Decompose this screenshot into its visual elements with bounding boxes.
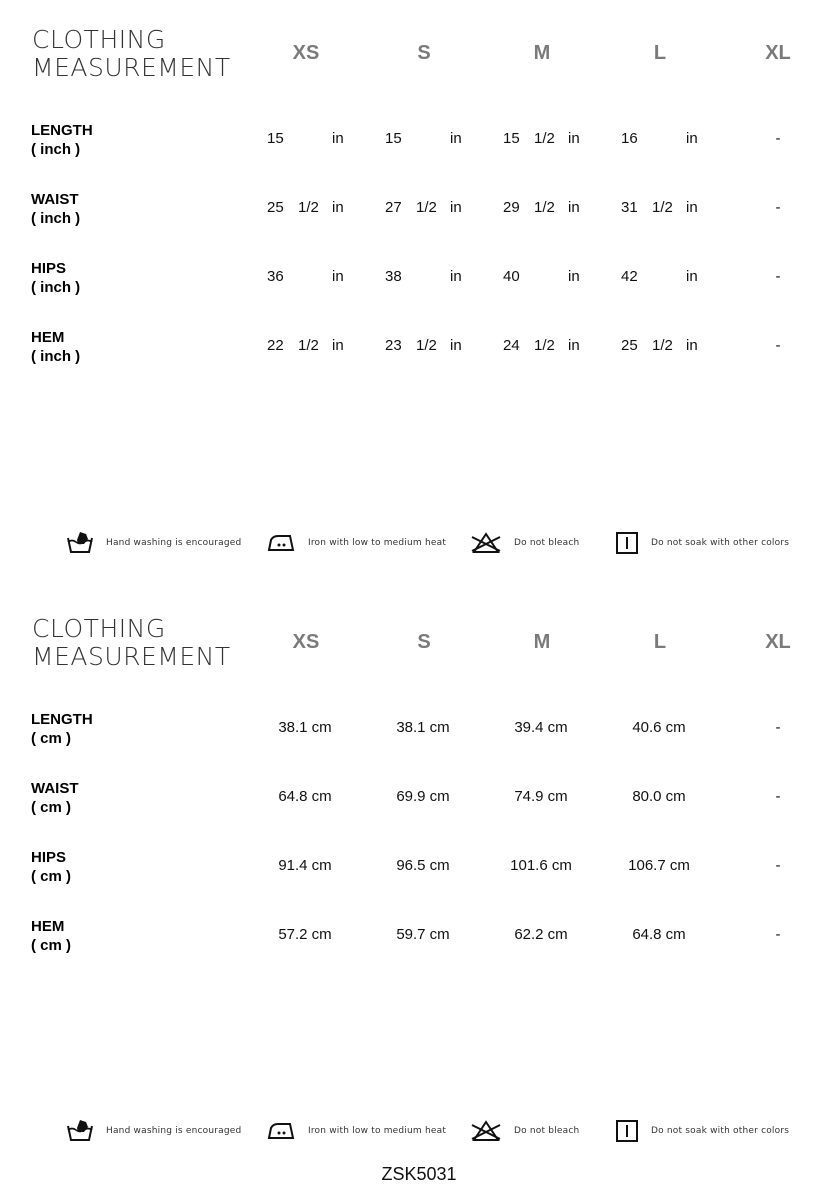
row-label bbox=[31, 259, 80, 297]
row-label bbox=[31, 779, 79, 817]
value-unit: in bbox=[568, 268, 580, 285]
size-header-m: M bbox=[533, 631, 551, 653]
value-unit: in bbox=[568, 130, 580, 147]
iron-icon bbox=[266, 532, 296, 554]
measure-name: HIPS bbox=[31, 849, 67, 866]
value-xl: - bbox=[775, 857, 781, 874]
section-title bbox=[32, 26, 231, 82]
value-cm: 62.2 cm bbox=[514, 926, 568, 943]
value-fraction: 1/2 bbox=[416, 199, 437, 216]
size-header-xl: XL bbox=[765, 631, 791, 653]
size-header-xs: XS bbox=[292, 42, 320, 64]
value-cm: 39.4 cm bbox=[514, 719, 568, 736]
value-fraction: 1/2 bbox=[298, 199, 319, 216]
hand-wash-icon bbox=[66, 1118, 94, 1144]
value-cm: 74.9 cm bbox=[514, 788, 568, 805]
care-item-hand-wash bbox=[66, 528, 241, 558]
value-unit: in bbox=[450, 199, 462, 216]
measure-unit: ( inch ) bbox=[31, 279, 81, 296]
title-line-2: MEASUREMENT bbox=[32, 642, 231, 671]
title-line-1: CLOTHING bbox=[32, 614, 166, 643]
care-instructions bbox=[0, 1116, 838, 1146]
value-unit: in bbox=[332, 337, 344, 354]
value-cm: 101.6 cm bbox=[510, 857, 572, 874]
value-cm: 64.8 cm bbox=[278, 788, 332, 805]
no-bleach-icon bbox=[470, 531, 502, 555]
value-whole: 15 bbox=[503, 130, 520, 147]
value-whole: 31 bbox=[621, 199, 638, 216]
value-xl: - bbox=[775, 788, 781, 805]
row-label bbox=[31, 190, 80, 228]
care-text: Iron with low to medium heat bbox=[308, 1126, 447, 1136]
value-unit: in bbox=[568, 337, 580, 354]
care-text: Hand washing is encouraged bbox=[106, 538, 242, 548]
measure-unit: ( cm ) bbox=[31, 799, 72, 816]
size-header-s: S bbox=[417, 631, 431, 653]
value-whole: 15 bbox=[385, 130, 402, 147]
value-cm: 64.8 cm bbox=[632, 926, 686, 943]
value-unit: in bbox=[332, 130, 344, 147]
value-whole: 25 bbox=[267, 199, 284, 216]
value-fraction: 1/2 bbox=[416, 337, 437, 354]
value-cm: 91.4 cm bbox=[278, 857, 332, 874]
value-xl: - bbox=[775, 268, 781, 285]
value-whole: 29 bbox=[503, 199, 520, 216]
measure-name: LENGTH bbox=[31, 711, 93, 728]
row-label bbox=[31, 328, 80, 366]
value-xl: - bbox=[775, 337, 781, 354]
value-whole: 36 bbox=[267, 268, 284, 285]
inch-measurement-section bbox=[0, 0, 838, 520]
value-unit: in bbox=[686, 337, 698, 354]
value-unit: in bbox=[332, 199, 344, 216]
value-xl: - bbox=[775, 130, 781, 147]
care-text: Iron with low to medium heat bbox=[308, 538, 447, 548]
measure-unit: ( cm ) bbox=[31, 868, 72, 885]
care-item-no-bleach bbox=[470, 528, 579, 558]
size-header-m: M bbox=[533, 42, 551, 64]
size-header-l: L bbox=[653, 631, 667, 653]
care-text: Do not soak with other colors bbox=[651, 1126, 790, 1136]
value-whole: 24 bbox=[503, 337, 520, 354]
value-unit: in bbox=[686, 268, 698, 285]
care-item-no-bleach bbox=[470, 1116, 579, 1146]
care-item-no-soak bbox=[615, 1116, 789, 1146]
cm-measurement-section bbox=[0, 589, 838, 1109]
iron-icon bbox=[266, 1120, 296, 1142]
value-unit: in bbox=[686, 130, 698, 147]
row-label bbox=[31, 710, 93, 748]
value-unit: in bbox=[686, 199, 698, 216]
measure-unit: ( inch ) bbox=[31, 348, 81, 365]
value-whole: 38 bbox=[385, 268, 402, 285]
care-item-hand-wash bbox=[66, 1116, 241, 1146]
no-bleach-icon bbox=[470, 1119, 502, 1143]
care-text: Do not bleach bbox=[514, 1126, 580, 1136]
value-whole: 15 bbox=[267, 130, 284, 147]
size-header-l: L bbox=[653, 42, 667, 64]
value-fraction: 1/2 bbox=[298, 337, 319, 354]
value-unit: in bbox=[450, 268, 462, 285]
value-cm: 38.1 cm bbox=[278, 719, 332, 736]
section-title bbox=[32, 615, 231, 671]
value-cm: 40.6 cm bbox=[632, 719, 686, 736]
care-text: Do not bleach bbox=[514, 538, 580, 548]
value-cm: 57.2 cm bbox=[278, 926, 332, 943]
value-fraction: 1/2 bbox=[534, 130, 555, 147]
value-xl: - bbox=[775, 719, 781, 736]
value-whole: 22 bbox=[267, 337, 284, 354]
value-cm: 38.1 cm bbox=[396, 719, 450, 736]
value-fraction: 1/2 bbox=[534, 199, 555, 216]
measure-name: WAIST bbox=[31, 191, 79, 208]
care-item-no-soak bbox=[615, 528, 789, 558]
value-fraction: 1/2 bbox=[652, 199, 673, 216]
value-unit: in bbox=[450, 130, 462, 147]
size-header-xs: XS bbox=[292, 631, 320, 653]
measure-unit: ( inch ) bbox=[31, 141, 81, 158]
value-cm: 96.5 cm bbox=[396, 857, 450, 874]
measure-name: HEM bbox=[31, 329, 65, 346]
do-not-soak-icon bbox=[615, 1119, 639, 1143]
value-unit: in bbox=[568, 199, 580, 216]
value-fraction: 1/2 bbox=[652, 337, 673, 354]
care-text: Hand washing is encouraged bbox=[106, 1126, 242, 1136]
value-whole: 16 bbox=[621, 130, 638, 147]
measure-unit: ( inch ) bbox=[31, 210, 81, 227]
value-unit: in bbox=[450, 337, 462, 354]
value-cm: 59.7 cm bbox=[396, 926, 450, 943]
value-xl: - bbox=[775, 199, 781, 216]
hand-wash-icon bbox=[66, 530, 94, 556]
value-cm: 69.9 cm bbox=[396, 788, 450, 805]
do-not-soak-icon bbox=[615, 531, 639, 555]
product-code: ZSK5031 bbox=[381, 1164, 457, 1184]
title-line-1: CLOTHING bbox=[32, 25, 166, 54]
value-fraction: 1/2 bbox=[534, 337, 555, 354]
value-cm: 106.7 cm bbox=[628, 857, 690, 874]
measure-name: WAIST bbox=[31, 780, 79, 797]
care-item-iron bbox=[266, 528, 446, 558]
care-item-iron bbox=[266, 1116, 446, 1146]
value-whole: 23 bbox=[385, 337, 402, 354]
value-xl: - bbox=[775, 926, 781, 943]
measure-unit: ( cm ) bbox=[31, 730, 72, 747]
measure-name: LENGTH bbox=[31, 122, 93, 139]
row-label bbox=[31, 917, 71, 955]
value-whole: 25 bbox=[621, 337, 638, 354]
row-label bbox=[31, 121, 93, 159]
value-whole: 42 bbox=[621, 268, 638, 285]
value-cm: 80.0 cm bbox=[632, 788, 686, 805]
measure-name: HEM bbox=[31, 918, 65, 935]
value-whole: 27 bbox=[385, 199, 402, 216]
value-unit: in bbox=[332, 268, 344, 285]
measure-name: HIPS bbox=[31, 260, 67, 277]
title-line-2: MEASUREMENT bbox=[32, 53, 231, 82]
care-instructions bbox=[0, 528, 838, 558]
size-header-xl: XL bbox=[765, 42, 791, 64]
value-whole: 40 bbox=[503, 268, 520, 285]
row-label bbox=[31, 848, 71, 886]
care-text: Do not soak with other colors bbox=[651, 538, 790, 548]
size-header-s: S bbox=[417, 42, 431, 64]
measure-unit: ( cm ) bbox=[31, 937, 72, 954]
